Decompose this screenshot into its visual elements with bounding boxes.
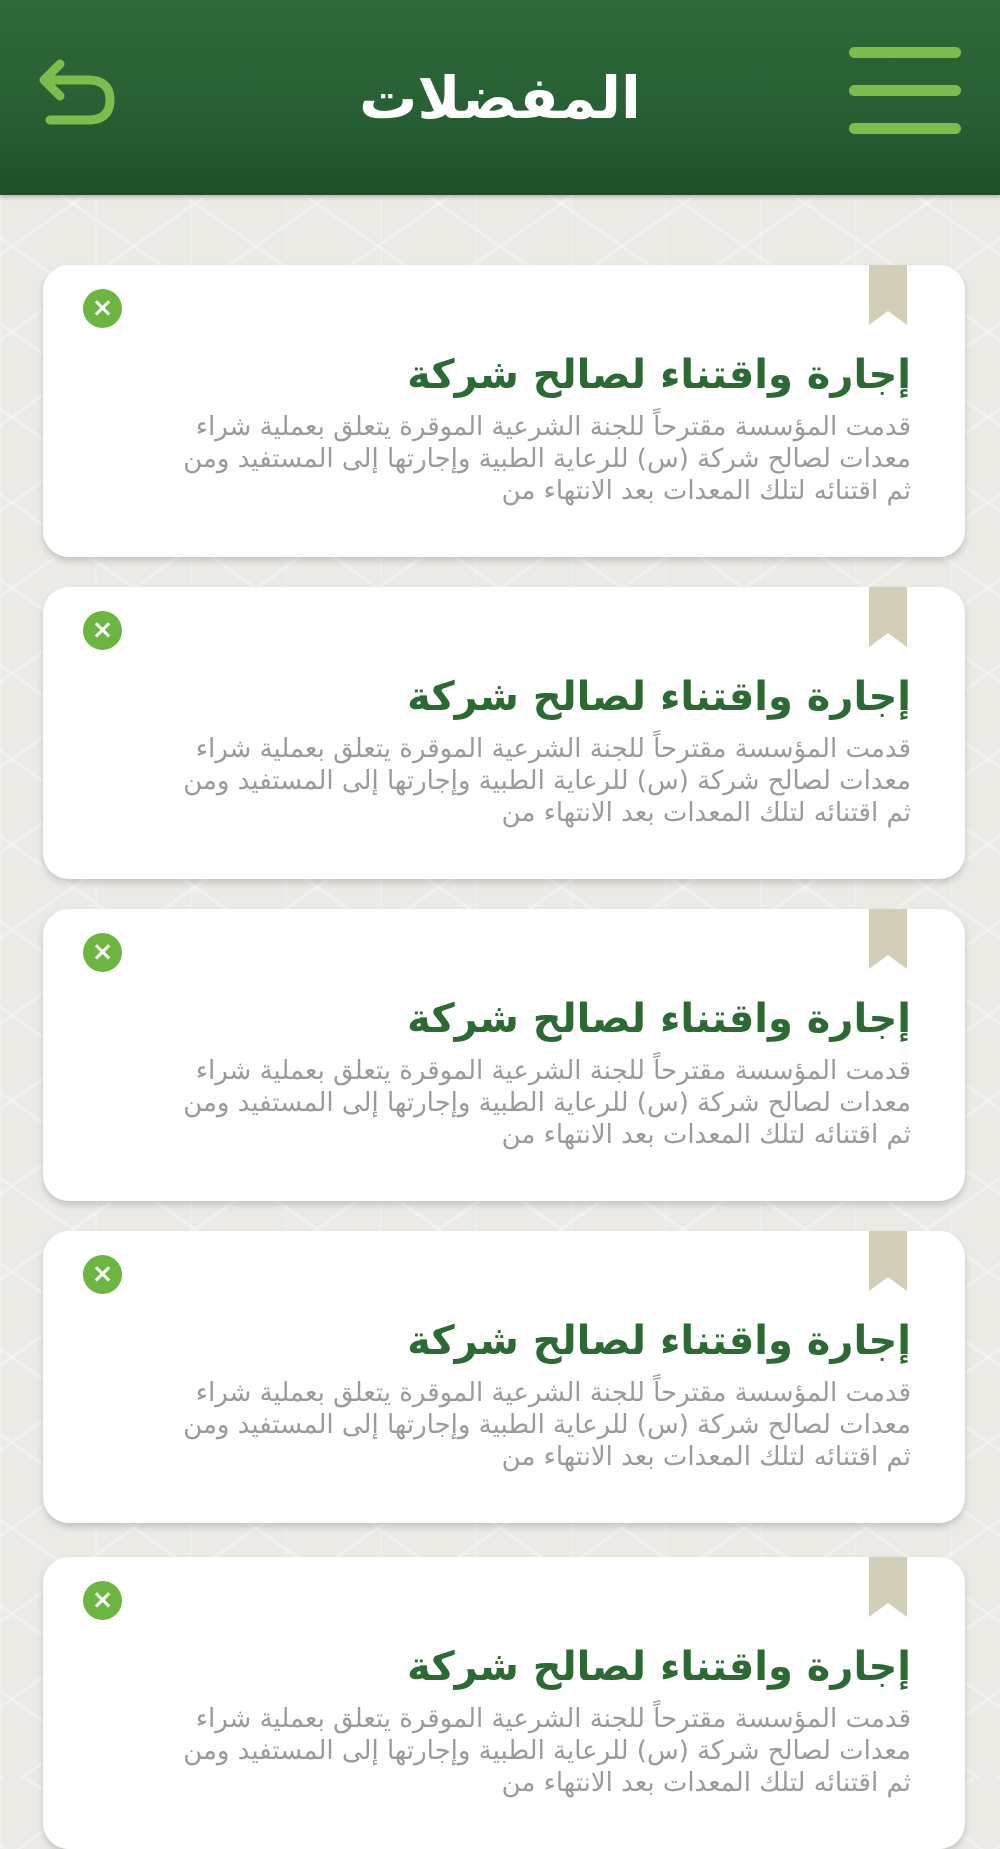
favorites-list	[0, 195, 1000, 1798]
bookmark-icon	[869, 587, 907, 647]
favorite-card[interactable]	[43, 265, 965, 557]
card-title: إجارة واقتناء لصالح شركة	[407, 996, 911, 1042]
favorite-card[interactable]	[43, 1231, 965, 1523]
card-description: قدمت المؤسسة مقترحاً للجنة الشرعية الموقرة يتعلق بعملية شراء معدات لصالح شركة (س) للرعاية الطبية وإجارتها إلى المستفيد ومن ثم اقتنائه لتلك المعدات بعد الانتهاء من	[183, 1704, 911, 1798]
back-arrow-icon	[38, 56, 118, 128]
back-button[interactable]	[38, 56, 118, 128]
favorite-card[interactable]	[43, 587, 965, 879]
close-icon: ×	[91, 937, 114, 967]
card-description: قدمت المؤسسة مقترحاً للجنة الشرعية الموقرة يتعلق بعملية شراء معدات لصالح شركة (س) للرعاية الطبية وإجارتها إلى المستفيد ومن ثم اقتنائه لتلك المعدات بعد الانتهاء من	[183, 1378, 911, 1472]
bookmark-icon	[869, 909, 907, 969]
card-title: إجارة واقتناء لصالح شركة	[407, 674, 911, 720]
close-icon: ×	[91, 1585, 114, 1615]
close-icon: ×	[91, 1259, 114, 1289]
card-title: إجارة واقتناء لصالح شركة	[407, 1318, 911, 1364]
card-title: إجارة واقتناء لصالح شركة	[407, 352, 911, 398]
remove-favorite-button[interactable]	[83, 1581, 122, 1620]
bookmark-icon	[869, 265, 907, 325]
card-description: قدمت المؤسسة مقترحاً للجنة الشرعية الموقرة يتعلق بعملية شراء معدات لصالح شركة (س) للرعاية الطبية وإجارتها إلى المستفيد ومن ثم اقتنائه لتلك المعدات بعد الانتهاء من	[183, 412, 911, 506]
remove-favorite-button[interactable]	[83, 611, 122, 650]
close-icon: ×	[91, 293, 114, 323]
remove-favorite-button[interactable]	[83, 289, 122, 328]
favorite-card[interactable]	[43, 909, 965, 1201]
app-header	[0, 0, 1000, 195]
remove-favorite-button[interactable]	[83, 933, 122, 972]
remove-favorite-button[interactable]	[83, 1255, 122, 1294]
close-icon: ×	[91, 615, 114, 645]
page-title: المفضلات	[359, 64, 641, 132]
menu-button[interactable]	[849, 44, 965, 140]
card-title: إجارة واقتناء لصالح شركة	[407, 1644, 911, 1690]
bookmark-icon	[869, 1557, 907, 1617]
card-description: قدمت المؤسسة مقترحاً للجنة الشرعية الموقرة يتعلق بعملية شراء معدات لصالح شركة (س) للرعاية الطبية وإجارتها إلى المستفيد ومن ثم اقتنائه لتلك المعدات بعد الانتهاء من	[183, 1056, 911, 1150]
card-description: قدمت المؤسسة مقترحاً للجنة الشرعية الموقرة يتعلق بعملية شراء معدات لصالح شركة (س) للرعاية الطبية وإجارتها إلى المستفيد ومن ثم اقتنائه لتلك المعدات بعد الانتهاء من	[183, 734, 911, 828]
bookmark-icon	[869, 1231, 907, 1291]
favorite-card[interactable]	[43, 1557, 965, 1849]
